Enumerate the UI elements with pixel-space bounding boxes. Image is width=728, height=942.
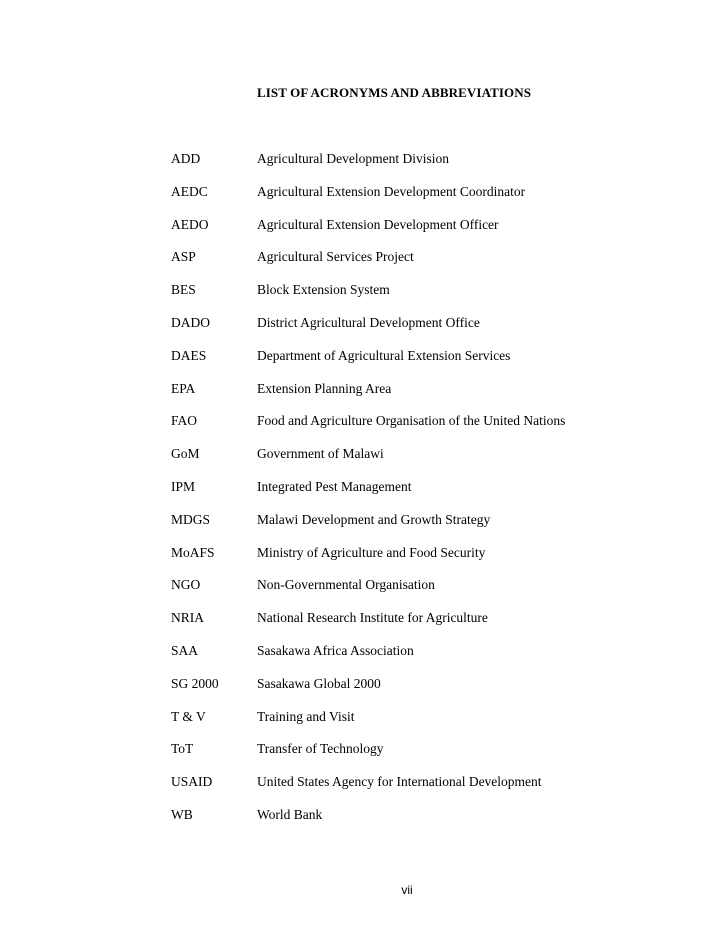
acronym-row [171, 709, 611, 742]
acronym-term: IPM [171, 478, 196, 494]
acronym-row [171, 381, 611, 414]
acronym-term: T & V [171, 708, 206, 724]
acronym-row [171, 315, 611, 348]
acronym-term: FAO [171, 413, 198, 429]
acronym-definition: Sasakawa Africa Association [257, 642, 414, 658]
acronym-row [171, 676, 611, 709]
acronym-row [171, 151, 611, 184]
acronym-row [171, 413, 611, 446]
acronym-definition: Department of Agricultural Extension Services [257, 347, 511, 363]
acronym-row [171, 512, 611, 545]
acronym-definition: Ministry of Agriculture and Food Security [257, 544, 486, 560]
acronym-row [171, 479, 611, 512]
acronym-term: SAA [171, 642, 199, 658]
acronym-definition: Agricultural Development Division [257, 151, 449, 166]
acronym-row [171, 807, 611, 840]
acronym-term: ADD [171, 151, 201, 166]
acronym-row [171, 741, 611, 774]
acronym-definition: Agricultural Extension Development Coordinator [257, 183, 526, 199]
acronym-term: MoAFS [171, 544, 215, 560]
acronym-definition: Sasakawa Global 2000 [257, 675, 381, 691]
acronym-term: NRIA [171, 610, 204, 626]
acronym-definition: Food and Agriculture Organisation of the United Nations [257, 413, 566, 429]
acronym-row [171, 643, 611, 676]
acronym-definition: Government of Malawi [257, 446, 384, 462]
acronym-definition: Non-Governmental Organisation [257, 577, 435, 593]
acronym-term: DAES [171, 347, 207, 363]
acronym-row [171, 348, 611, 381]
acronym-definition: Agricultural Extension Development Officer [257, 216, 499, 232]
acronym-row [171, 249, 611, 282]
acronym-term: ASP [171, 249, 196, 265]
acronym-term: SG 2000 [171, 675, 219, 691]
acronym-definition: Malawi Development and Growth Strategy [257, 511, 491, 527]
acronym-term: ToT [171, 741, 194, 757]
page-number: vii [401, 883, 413, 897]
acronym-row [171, 184, 611, 217]
acronym-definition: Block Extension System [257, 282, 390, 298]
acronym-definition: United States Agency for International Development [257, 774, 542, 790]
acronym-definition: Transfer of Technology [257, 741, 384, 757]
acronym-row [171, 282, 611, 315]
page-title: LIST OF ACRONYMS AND ABBREVIATIONS [257, 85, 532, 100]
acronym-term: WB [171, 806, 193, 822]
acronym-row [171, 446, 611, 479]
acronym-term: USAID [171, 774, 213, 790]
acronym-row [171, 217, 611, 250]
acronym-term: AEDC [171, 183, 208, 199]
acronym-row [171, 774, 611, 807]
acronym-definition: Extension Planning Area [257, 380, 392, 396]
acronym-definition: Agricultural Services Project [257, 249, 414, 265]
acronym-definition: Integrated Pest Management [257, 478, 412, 494]
acronym-term: AEDO [171, 216, 209, 232]
acronym-term: GoM [171, 446, 200, 462]
acronym-term: MDGS [171, 511, 211, 527]
acronym-list [171, 151, 611, 840]
acronym-row [171, 577, 611, 610]
acronym-term: BES [171, 282, 196, 298]
acronym-definition: World Bank [257, 806, 323, 822]
acronym-row [171, 610, 611, 643]
acronym-definition: District Agricultural Development Office [257, 314, 480, 330]
acronym-term: EPA [171, 380, 196, 396]
acronym-term: NGO [171, 577, 201, 593]
acronym-row [171, 545, 611, 578]
acronym-definition: Training and Visit [257, 708, 355, 724]
acronym-term: DADO [171, 314, 210, 330]
acronym-definition: National Research Institute for Agriculture [257, 610, 488, 626]
